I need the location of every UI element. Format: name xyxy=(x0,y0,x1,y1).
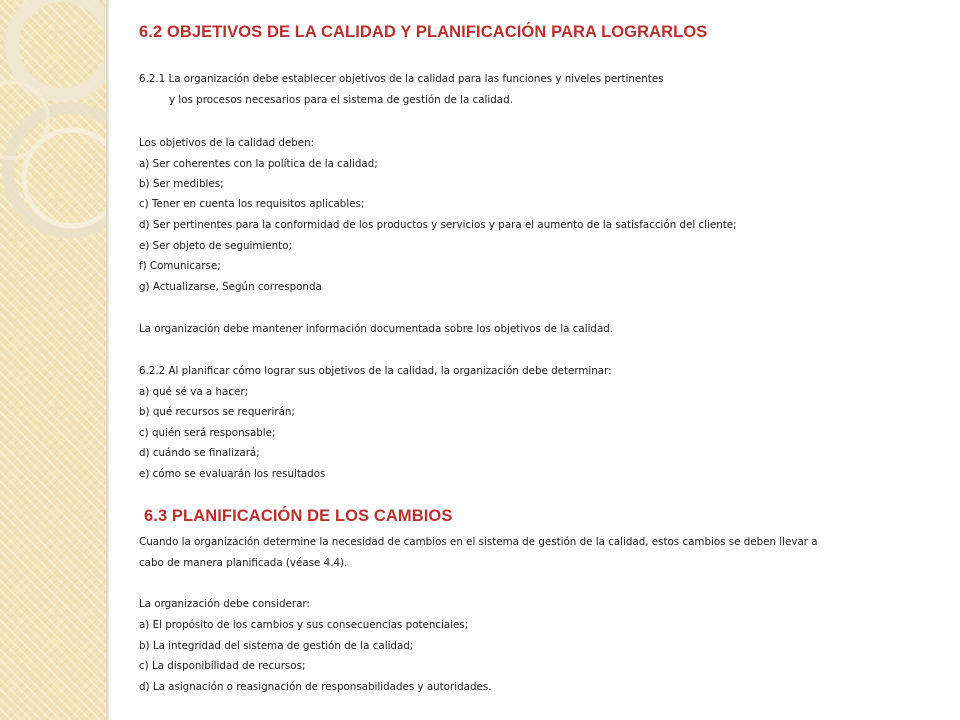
decorative-rings xyxy=(0,0,106,720)
ring-middle-inner xyxy=(24,130,106,226)
section-6-3-title: 6.3 PLANIFICACIÓN DE LOS CAMBIOS xyxy=(144,507,453,525)
ring-top xyxy=(12,0,106,95)
clause-6-2-1-line2: y los procesos necesarios para el sistema de gestión de la calidad. xyxy=(169,94,513,106)
clause-6-2-1-line1: 6.2.1 La organización debe establecer objetivos de la calidad para las funciones y niveles pertinentes xyxy=(139,73,664,85)
panel-edge xyxy=(106,0,109,720)
slide-content xyxy=(139,0,949,720)
consider-item-c: c) La disponibilidad de recursos; xyxy=(139,660,306,672)
objective-item-a: a) Ser coherentes con la política de la calidad; xyxy=(139,158,378,170)
consider-item-d: d) La asignación o reasignación de responsabilidades y autoridades. xyxy=(139,681,492,693)
objective-item-f: f) Comunicarse; xyxy=(139,260,221,272)
objective-item-b: b) Ser medibles; xyxy=(139,178,224,190)
documented-info-statement: La organización debe mantener información documentada sobre los objetivos de la calidad. xyxy=(139,323,614,335)
planning-item-a: a) qué sé va a hacer; xyxy=(139,386,249,398)
decorative-side-panel xyxy=(0,0,106,720)
planning-item-b: b) qué recursos se requerirán; xyxy=(139,406,295,418)
changes-paragraph-line1: Cuando la organización determine la necesidad de cambios en el sistema de gestión de la calidad, estos cambios se deben llevar a xyxy=(139,536,818,548)
objective-item-c: c) Tener en cuenta los requisitos aplicables; xyxy=(139,198,365,210)
objective-item-e: e) Ser objeto de seguimiento; xyxy=(139,240,292,252)
changes-paragraph-line2: cabo de manera planificada (véase 4.4). xyxy=(139,557,348,569)
planning-item-d: d) cuándo se finalizará; xyxy=(139,447,260,459)
clause-6-2-2-intro: 6.2.2 Al planificar cómo lograr sus objetivos de la calidad, la organización debe determinar: xyxy=(139,365,612,377)
consider-item-a: a) El propósito de los cambios y sus consecuencias potenciales; xyxy=(139,619,469,631)
consider-intro: La organización debe considerar: xyxy=(139,598,310,610)
objective-item-d: d) Ser pertinentes para la conformidad de los productos y servicios y para el aumento de la satisfacción del cliente; xyxy=(139,219,737,231)
objective-item-g: g) Actualizarse, Según corresponda xyxy=(139,281,322,293)
planning-item-e: e) cómo se evaluarán los resultados xyxy=(139,468,326,480)
section-6-2-title: 6.2 OBJETIVOS DE LA CALIDAD Y PLANIFICACIÓN PARA LOGRARLOS xyxy=(139,23,708,41)
objectives-intro: Los objetivos de la calidad deben: xyxy=(139,137,315,149)
consider-item-b: b) La integridad del sistema de gestión de la calidad; xyxy=(139,640,414,652)
planning-item-c: c) quién será responsable; xyxy=(139,427,276,439)
